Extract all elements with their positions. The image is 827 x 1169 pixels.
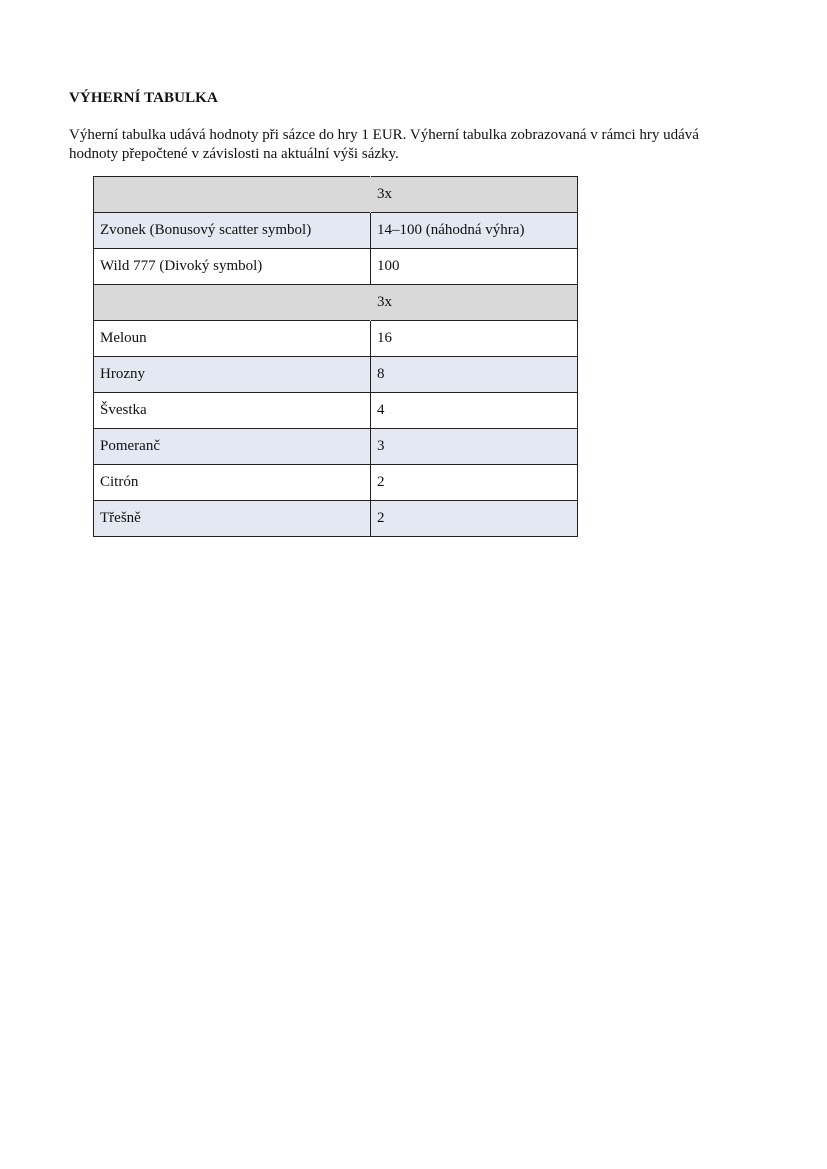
- value-cell: 2: [371, 501, 578, 537]
- table-row: [94, 357, 578, 393]
- value-cell: 16: [371, 321, 578, 357]
- table-row: [94, 429, 578, 465]
- document-page: [69, 88, 749, 537]
- value-cell: 4: [371, 393, 578, 429]
- symbol-cell: [94, 285, 371, 321]
- symbol-cell: Wild 777 (Divoký symbol): [94, 249, 371, 285]
- document-title: VÝHERNÍ TABULKA: [69, 90, 218, 106]
- symbol-cell: Meloun: [94, 321, 371, 357]
- symbol-cell: Zvonek (Bonusový scatter symbol): [94, 213, 371, 249]
- symbol-cell: Třešně: [94, 501, 371, 537]
- symbol-cell: Citrón: [94, 465, 371, 501]
- value-cell: 3x: [371, 285, 578, 321]
- table-row: [94, 501, 578, 537]
- value-cell: 3: [371, 429, 578, 465]
- symbol-cell: Pomeranč: [94, 429, 371, 465]
- value-cell: 14–100 (náhodná výhra): [371, 213, 578, 249]
- value-cell: 3x: [371, 177, 578, 213]
- table-row: [94, 321, 578, 357]
- table-header-row: [94, 285, 578, 321]
- paytable: [93, 176, 578, 537]
- symbol-cell: [94, 177, 371, 213]
- table-row: [94, 213, 578, 249]
- table-row: [94, 249, 578, 285]
- symbol-cell: Švestka: [94, 393, 371, 429]
- table-row: [94, 393, 578, 429]
- symbol-cell: Hrozny: [94, 357, 371, 393]
- table-header-row: [94, 177, 578, 213]
- value-cell: 100: [371, 249, 578, 285]
- value-cell: 8: [371, 357, 578, 393]
- value-cell: 2: [371, 465, 578, 501]
- intro-paragraph: Výherní tabulka udává hodnoty při sázce do hry 1 EUR. Výherní tabulka zobrazovaná v rámci hry udává hodnoty přepočtené v závislosti na aktuální výši sázky.: [69, 127, 699, 162]
- table-row: [94, 465, 578, 501]
